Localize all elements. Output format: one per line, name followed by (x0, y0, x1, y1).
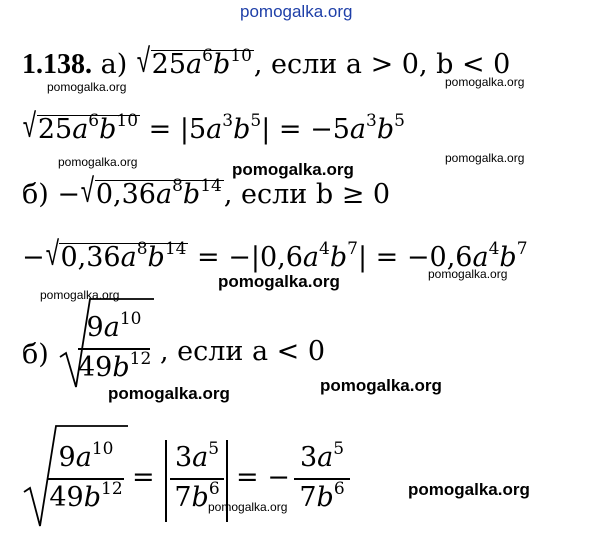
part-a-label: а) (100, 49, 128, 80)
part-c-denominator: $49b^{12}$ (78, 349, 152, 383)
equals-minus: = − (236, 462, 290, 493)
part-c-sol-denominator-3: $7b^6$ (299, 479, 345, 513)
sqrt-sign: √ (80, 171, 95, 211)
part-c-numerator: $9a^{10}$ (86, 309, 142, 343)
watermark: pomogalka.org (208, 500, 288, 514)
part-b-minus: − (57, 179, 81, 210)
watermark: pomogalka.org (47, 80, 127, 94)
watermark: pomogalka.org (445, 151, 525, 165)
watermark: pomogalka.org (445, 75, 525, 89)
watermark: pomogalka.org (40, 288, 120, 302)
part-b-statement (22, 171, 391, 211)
watermark: pomogalka.org (428, 267, 508, 281)
part-c-fraction (78, 309, 152, 384)
part-b-condition: , если b ≥ 0 (223, 179, 391, 210)
part-a-condition: , если a > 0, b < 0 (253, 49, 511, 80)
part-a-solution-result: $-5a^3b^5$ (310, 111, 405, 145)
equals-sign: = (132, 462, 155, 493)
part-a-solution-mid: = $|5a^3b^5|$ = (148, 111, 302, 145)
part-b-radicand: $0,36a^8b^{14}$ (95, 176, 222, 210)
part-c-label: б) (22, 339, 49, 370)
part-b-solution-mid: = $-|0,6a^4b^7|$ = (197, 239, 399, 273)
watermark: pomogalka.org (58, 155, 138, 169)
part-c-sol-numerator-3: $3a^5$ (299, 439, 345, 473)
watermark: pomogalka.org (108, 384, 230, 403)
sqrt-sign: √ (136, 41, 150, 81)
abs-bar-left (165, 440, 167, 522)
part-a-solution (22, 106, 405, 146)
part-a-statement (22, 41, 511, 81)
part-a-solution-radicand: $25a^6b^{10}$ (37, 111, 139, 145)
part-c-sol-denominator-2: $7b^6$ (174, 479, 220, 513)
part-c-condition: , если a < 0 (160, 336, 326, 367)
watermark: pomogalka.org (320, 376, 442, 395)
watermark: pomogalka.org (408, 480, 530, 499)
part-b-solution-result: $-0,6a^4b^7$ (406, 239, 528, 273)
sqrt-sign: √ (45, 234, 59, 274)
part-c-sol-fraction-3 (294, 439, 350, 514)
part-c-sol-denominator-1: $49b^{12}$ (49, 479, 123, 513)
problem-number: 1.138. (22, 49, 92, 80)
watermark: pomogalka.org (232, 160, 354, 179)
sqrt-sign: √ (22, 106, 37, 146)
part-b-sol-minus: − (22, 242, 45, 273)
watermark: pomogalka.org (218, 272, 340, 291)
part-b-solution-radicand: $0,36a^8b^{14}$ (60, 239, 187, 273)
part-c-sol-numerator-1: $9a^{10}$ (58, 439, 114, 473)
part-a-radicand: $25a^6b^{10}$ (151, 46, 252, 80)
watermark-top: pomogalka.org (240, 2, 353, 21)
part-b-label: б) (22, 179, 49, 210)
part-c-sol-numerator-2: $3a^5$ (174, 439, 220, 473)
part-c-sol-fraction-1 (48, 439, 124, 514)
